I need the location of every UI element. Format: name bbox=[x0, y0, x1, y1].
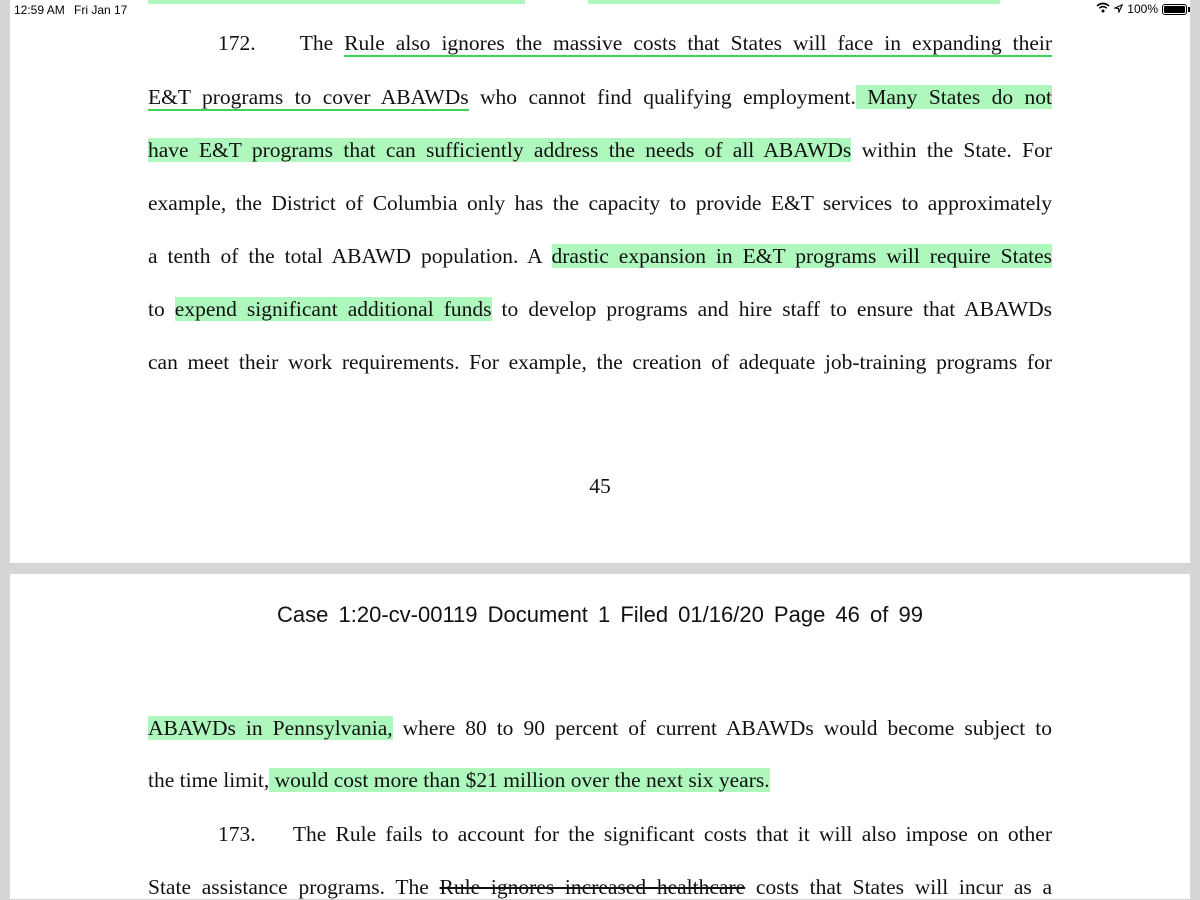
paragraph-line: ABAWDs in Pennsylvania, where 80 to 90 percent of current ABAWDs would become subject to bbox=[148, 716, 1052, 740]
battery-percent: 100% bbox=[1127, 2, 1158, 16]
battery-icon bbox=[1162, 4, 1187, 15]
status-date: Fri Jan 17 bbox=[74, 3, 128, 17]
highlight-annotation: have E&T programs that can sufficiently address the needs of all ABAWDs bbox=[148, 138, 852, 162]
underline-annotation: Rule also ignores the massive costs that States will face in expanding their bbox=[344, 31, 1053, 55]
highlight-annotation: expend significant additional funds bbox=[174, 297, 492, 321]
page-number: 45 bbox=[589, 474, 611, 498]
highlight-annotation: Many States do not bbox=[855, 85, 1052, 109]
strikethrough-annotation: Rule ignores increased healthcare bbox=[439, 875, 746, 899]
location-arrow-icon bbox=[1114, 2, 1123, 16]
wifi-icon bbox=[1096, 2, 1110, 16]
status-time: 12:59 AM bbox=[14, 3, 65, 17]
paragraph-line: the time limit, would cost more than $21 million over the next six years. bbox=[148, 768, 770, 792]
paragraph-line: example, the District of Columbia only has the capacity to provide E&T services to approximately bbox=[148, 191, 1052, 215]
paragraph-line: 172. The Rule also ignores the massive costs that States will face in expanding their bbox=[218, 31, 1053, 55]
paragraph-line: State assistance programs. The Rule ignores increased healthcare costs that States will incur as a bbox=[148, 875, 1053, 899]
battery-tip bbox=[1188, 7, 1190, 12]
paragraph-line: to expend significant additional funds to develop programs and hire staff to ensure that ABAWDs bbox=[148, 297, 1052, 321]
case-header: Case 1:20-cv-00119 Document 1 Filed 01/16/20 Page 46 of 99 bbox=[277, 602, 923, 627]
paragraph-line: have E&T programs that can sufficiently address the needs of all ABAWDs within the State. For bbox=[148, 138, 1052, 162]
underline-annotation: E&T programs to cover ABAWDs bbox=[148, 85, 469, 109]
status-indicators bbox=[1096, 2, 1190, 16]
status-bar bbox=[0, 0, 1200, 20]
paragraph-line: can meet their work requirements. For example, the creation of adequate job-training programs for bbox=[148, 350, 1052, 374]
highlight-annotation: drastic expansion in E&T programs will require States bbox=[551, 244, 1052, 268]
paragraph-line: a tenth of the total ABAWD population. A drastic expansion in E&T programs will require States bbox=[148, 244, 1052, 268]
highlight-annotation: ABAWDs in Pennsylvania, bbox=[148, 716, 393, 740]
paragraph-line: 173. The Rule fails to account for the significant costs that it will also impose on other bbox=[218, 822, 1053, 846]
paragraph-line: E&T programs to cover ABAWDs who cannot find qualifying employment. Many States do not bbox=[148, 85, 1052, 109]
highlight-annotation: would cost more than $21 million over the next six years. bbox=[269, 768, 770, 792]
